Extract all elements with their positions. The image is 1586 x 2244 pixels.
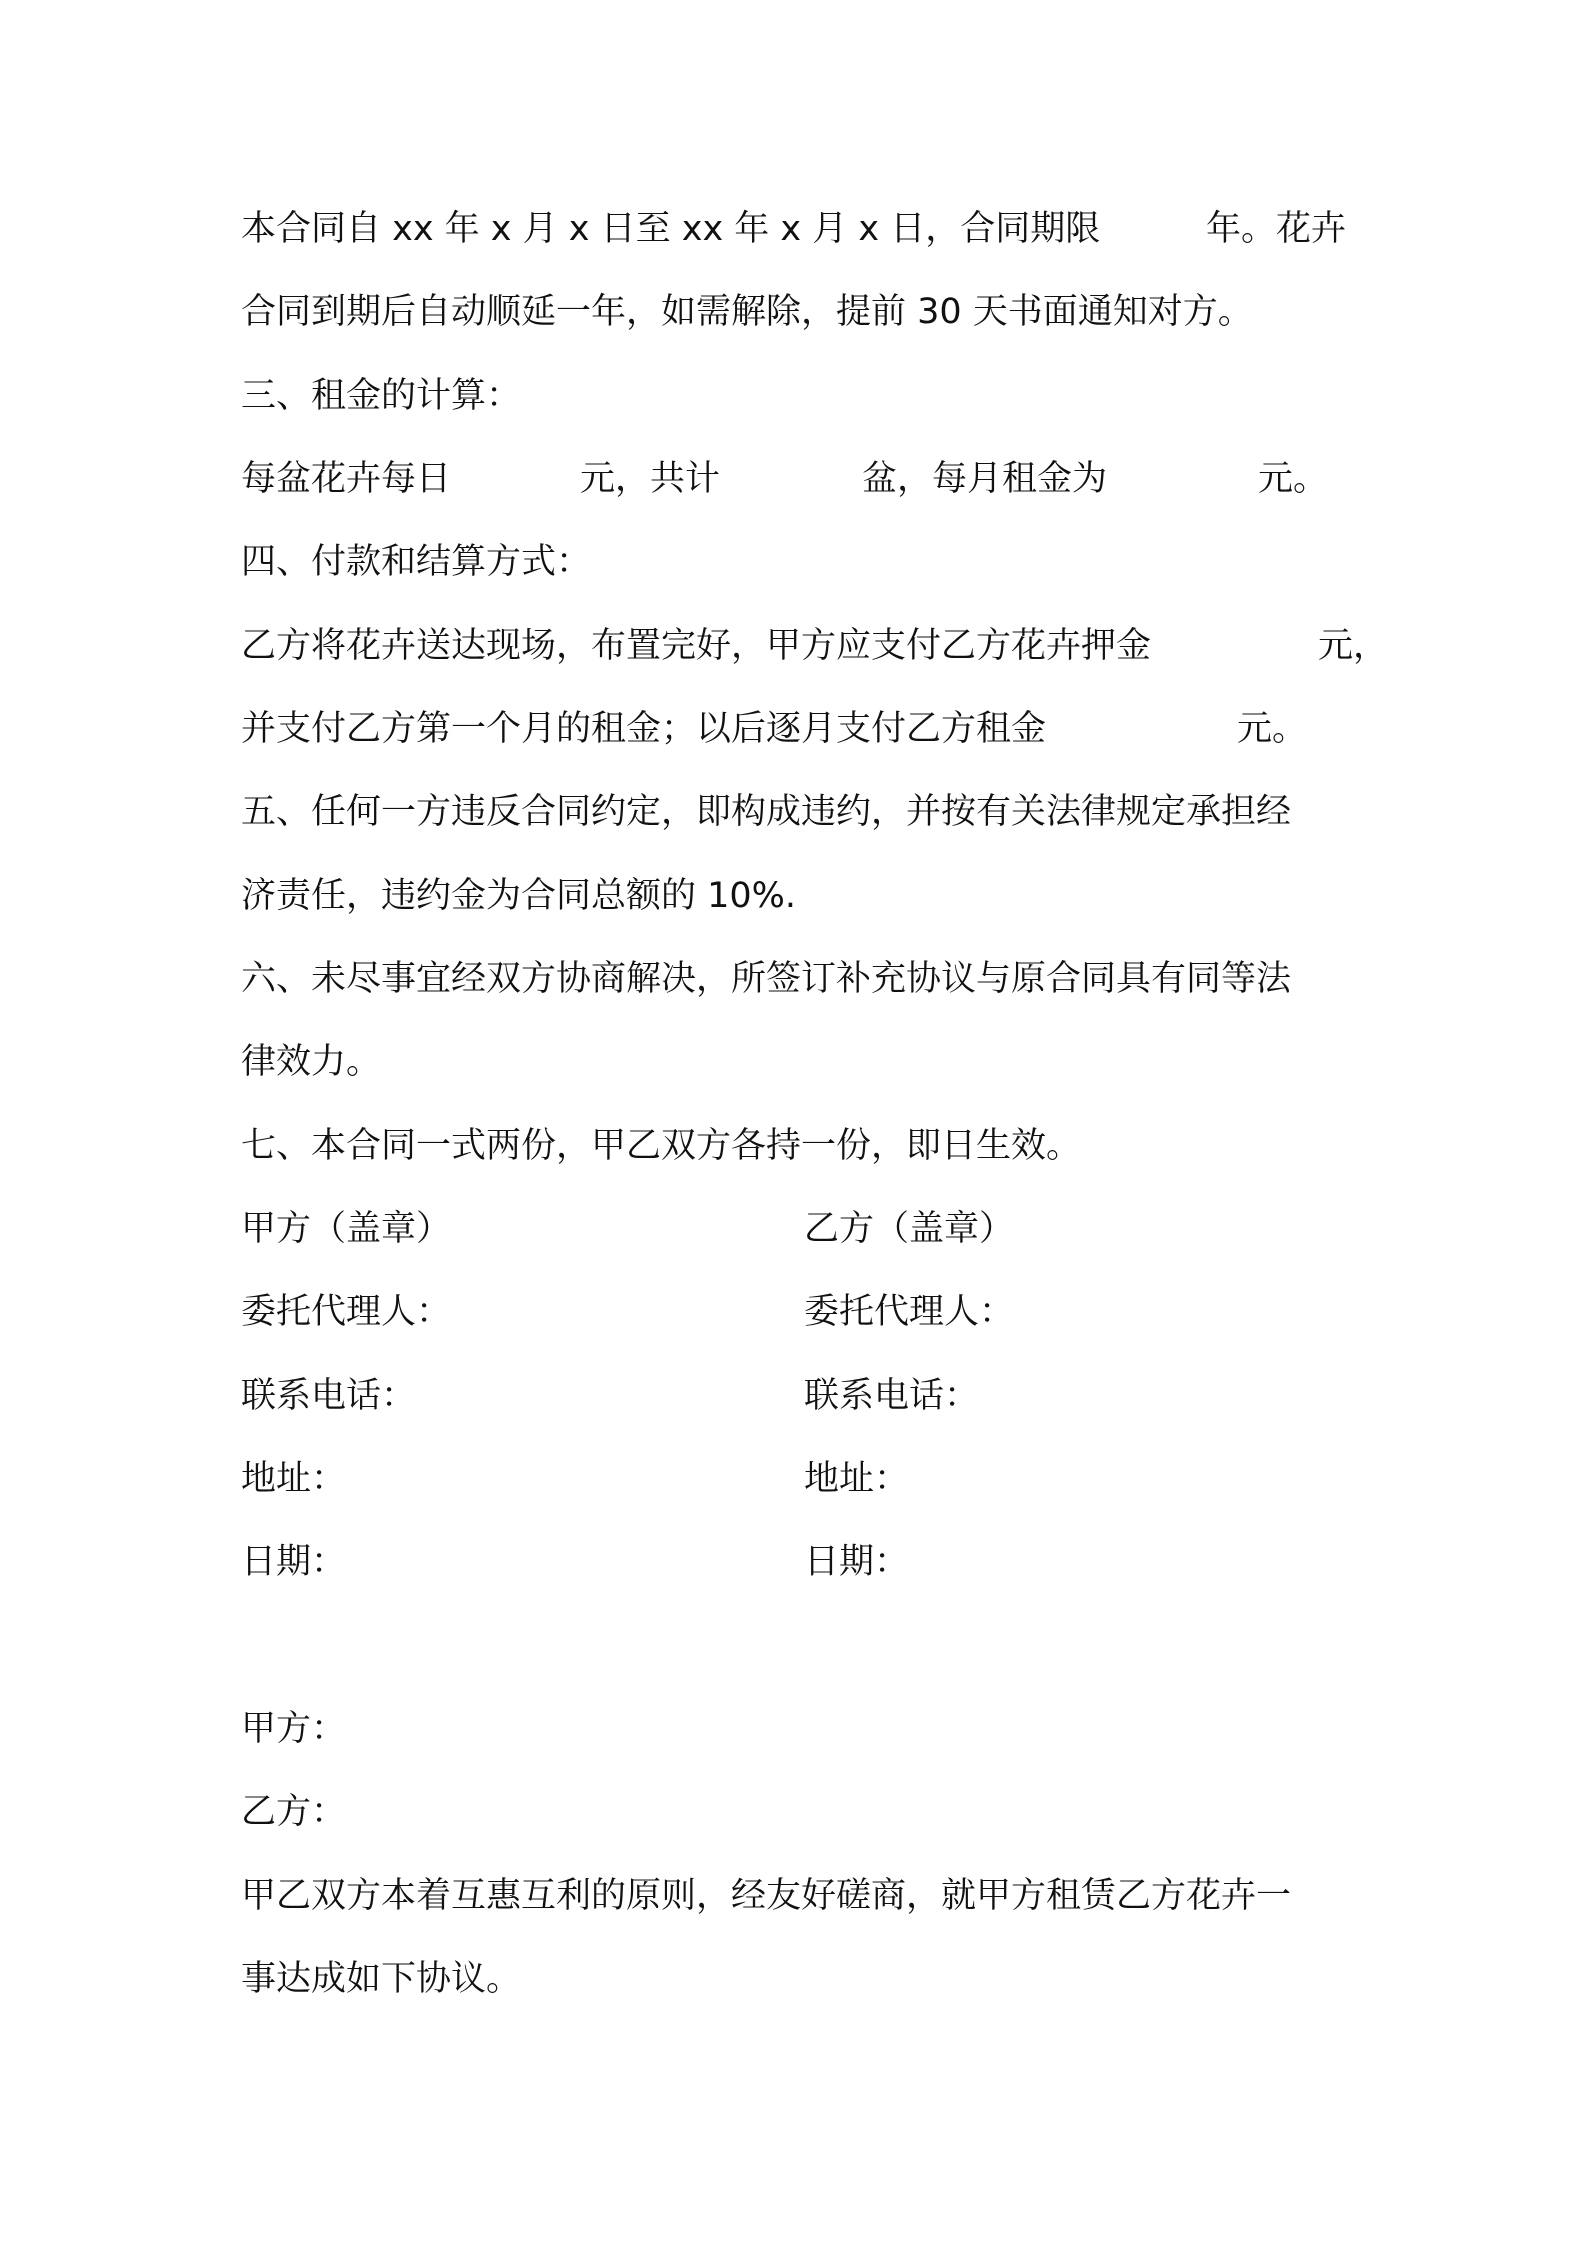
rent-unit: 元。 (1258, 459, 1329, 499)
term-text: 本合同自 xx 年 x 月 x 日至 xx 年 x 月 x 日，合同期限 (241, 209, 1101, 249)
party-b-agent: 委托代理人： (804, 1292, 1015, 1332)
term-years-unit: 年。花卉 (1206, 209, 1347, 249)
payment-rent-unit: 元。 (1237, 709, 1308, 749)
misc-line-1: 六、未尽事宜经双方协商解决，所签订补充协议与原合同具有同等法 (241, 959, 1292, 999)
rent-total-label: 元，共计 (580, 459, 721, 499)
breach-line-2: 济责任，违约金为合同总额的 10%. (241, 876, 797, 916)
party-b-address: 地址： (804, 1459, 910, 1499)
payment-rent-text: 并支付乙方第一个月的租金；以后逐月支付乙方租金 (241, 709, 1047, 749)
rent-heading: 三、租金的计算： (241, 376, 522, 416)
party-b-seal: 乙方（盖章） (804, 1209, 1015, 1249)
party-b-date: 日期： (804, 1542, 910, 1582)
rent-per-pot-label: 每盆花卉每日 (241, 459, 452, 499)
payment-heading: 四、付款和结算方式： (241, 542, 592, 582)
breach-line-1: 五、任何一方违反合同约定，即构成违约，并按有关法律规定承担经 (241, 792, 1292, 832)
rent-monthly-label: 盆，每月租金为 (862, 459, 1108, 499)
preamble-line-1: 甲乙双方本着互惠互利的原则，经友好磋商，就甲方租赁乙方花卉一 (241, 1876, 1292, 1916)
payment-deposit-unit: 元， (1318, 626, 1389, 666)
party-b-phone: 联系电话： (804, 1376, 980, 1416)
misc-line-2: 律效力。 (241, 1042, 382, 1082)
next-party-a: 甲方： (241, 1709, 347, 1749)
preamble-line-2: 事达成如下协议。 (241, 1959, 522, 1999)
party-a-seal: 甲方（盖章） (241, 1209, 452, 1249)
party-a-phone: 联系电话： (241, 1376, 417, 1416)
party-a-date: 日期： (241, 1542, 347, 1582)
term-line-2: 合同到期后自动顺延一年，如需解除，提前 30 天书面通知对方。 (241, 292, 1253, 332)
party-a-address: 地址： (241, 1459, 347, 1499)
payment-deposit-text: 乙方将花卉送达现场，布置完好，甲方应支付乙方花卉押金 (241, 626, 1152, 666)
next-party-b: 乙方： (241, 1792, 347, 1832)
copies-clause: 七、本合同一式两份，甲乙双方各持一份，即日生效。 (241, 1126, 1082, 1166)
party-a-agent: 委托代理人： (241, 1292, 452, 1332)
